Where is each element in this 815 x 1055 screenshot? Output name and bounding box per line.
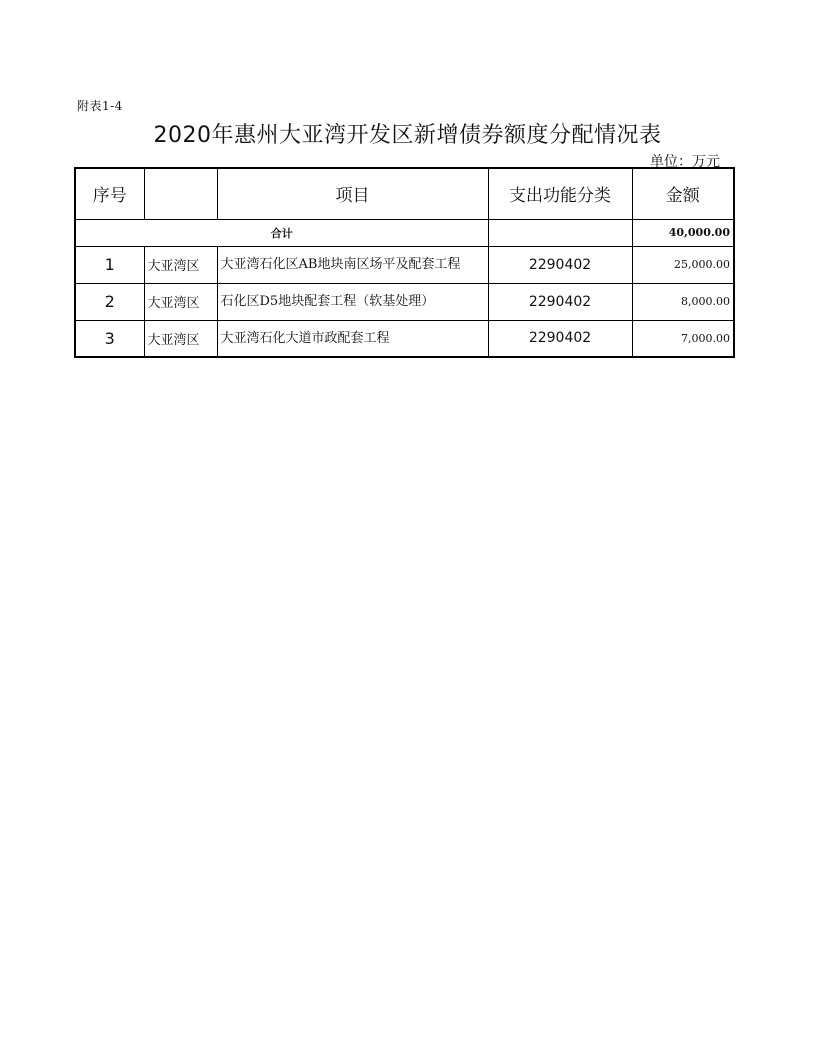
total-label: 合计 [75,219,488,246]
header-project: 项目 [217,168,488,219]
row-amount: 7,000.00 [632,320,734,357]
row-region: 大亚湾区 [144,283,217,320]
row-region: 大亚湾区 [144,320,217,357]
page-title: 2020年惠州大亚湾开发区新增债券额度分配情况表 [153,123,662,148]
table-row [75,320,734,357]
row-project: 石化区D5地块配套工程（软基处理） [217,283,488,320]
row-amount: 25,000.00 [632,246,734,283]
row-number: 2 [75,283,144,320]
header-seq: 序号 [75,168,144,219]
row-amount: 8,000.00 [632,283,734,320]
total-amount: 40,000.00 [632,219,734,246]
header-region [144,168,217,219]
row-function-code: 2290402 [488,283,632,320]
total-row [75,219,734,246]
table-header-row [75,168,734,219]
allocation-table [74,167,735,358]
row-project: 大亚湾石化区AB地块南区场平及配套工程 [217,246,488,283]
header-function-class: 支出功能分类 [488,168,632,219]
total-code [488,219,632,246]
table-row [75,283,734,320]
table-row [75,246,734,283]
row-region: 大亚湾区 [144,246,217,283]
row-function-code: 2290402 [488,320,632,357]
row-function-code: 2290402 [488,246,632,283]
annex-label: 附表1-4 [77,99,123,113]
row-project: 大亚湾石化大道市政配套工程 [217,320,488,357]
unit-label: 单位：万元 [650,154,720,170]
row-number: 1 [75,246,144,283]
header-amount: 金额 [632,168,734,219]
row-number: 3 [75,320,144,357]
